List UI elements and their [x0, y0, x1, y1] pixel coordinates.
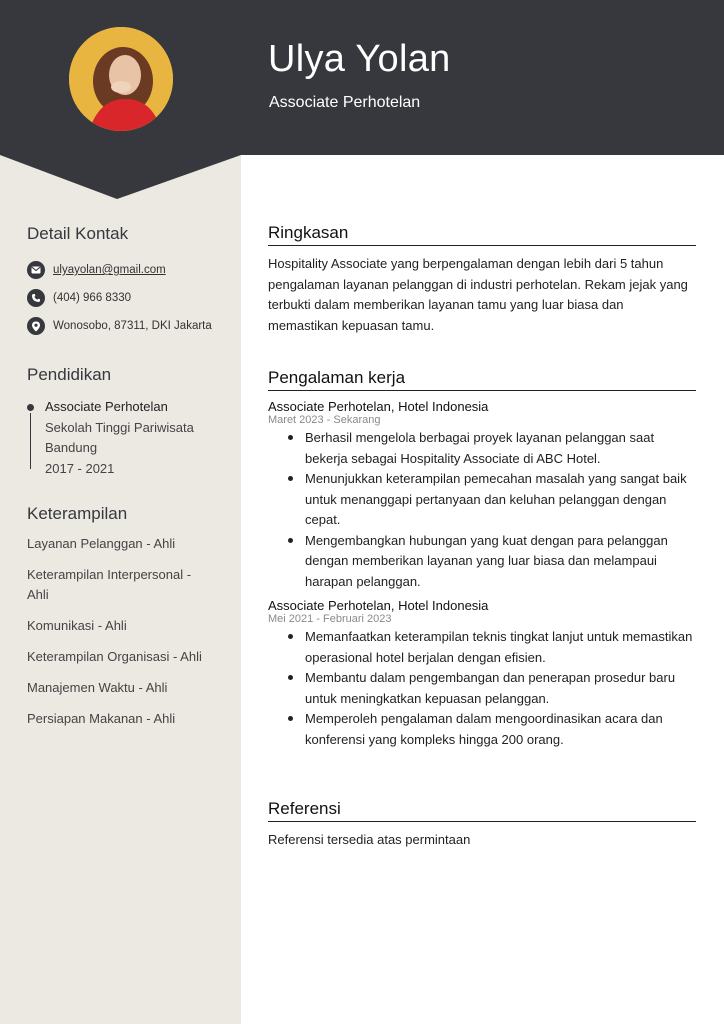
email-icon — [27, 261, 45, 279]
education-title: Pendidikan — [27, 365, 112, 384]
contact-address-row — [27, 312, 227, 340]
contact-title: Detail Kontak — [27, 224, 129, 243]
candidate-role: Associate Perhotelan — [269, 94, 421, 111]
skill-item: Manajemen Waktu - Ahli — [27, 680, 168, 695]
job-bullet: Menunjukkan keterampilan pemecahan masalah yang sangat baik untuk menanggapi pertanyaan dan keluhan pelanggan dengan cepat. — [305, 469, 696, 531]
phone-icon — [27, 289, 45, 307]
location-pin-icon — [27, 317, 45, 335]
job-bullet: Berhasil mengelola berbagai proyek layanan pelanggan saat bekerja sebagai Hospitality Associate di ABC Hotel. — [305, 428, 696, 469]
timeline-line — [30, 413, 31, 469]
profile-photo — [69, 27, 173, 131]
chevron-decoration — [0, 154, 241, 200]
skill-item: Persiapan Makanan - Ahli — [27, 711, 176, 726]
job-title: Associate Perhotelan, Hotel Indonesia — [268, 399, 489, 414]
email-link[interactable]: ulyayolan@gmail.com — [53, 264, 166, 276]
job-title: Associate Perhotelan, Hotel Indonesia — [268, 598, 489, 613]
skills-title: Keterampilan — [27, 504, 128, 523]
experience-section — [268, 368, 696, 750]
skill-item: Layanan Pelanggan - Ahli — [27, 536, 176, 551]
skill-item: Komunikasi - Ahli — [27, 618, 127, 633]
candidate-name: Ulya Yolan — [268, 38, 451, 80]
education-section — [27, 365, 227, 479]
job-bullet: Memanfaatkan keterampilan teknis tingkat lanjut untuk memastikan operasional hotel berjalan dengan efisien. — [305, 627, 696, 668]
education-entry — [27, 397, 227, 479]
job-bullet: Mengembangkan hubungan yang kuat dengan para pelanggan dengan memberikan layanan yang luar biasa dan melampaui harapan pelanggan. — [305, 531, 696, 593]
job-bullet: Memperoleh pengalaman dalam mengoordinasikan acara dan konferensi yang kompleks hingga 200 orang. — [305, 709, 696, 750]
skill-item: Keterampilan Organisasi - Ahli — [27, 649, 202, 664]
summary-title: Ringkasan — [268, 223, 696, 246]
job-bullets — [268, 627, 696, 750]
education-school-line2: Bandung — [45, 440, 98, 455]
contact-section — [27, 224, 227, 340]
education-degree: Associate Perhotelan — [45, 399, 168, 414]
job-date: Mei 2021 - Februari 2023 — [268, 613, 392, 625]
job-bullet: Membantu dalam pengembangan dan penerapan prosedur baru untuk meningkatkan kepuasan pelanggan. — [305, 668, 696, 709]
skill-item: Keterampilan Interpersonal - Ahli — [27, 567, 192, 602]
summary-section — [268, 223, 696, 336]
timeline-dot — [27, 404, 34, 411]
contact-email-row — [27, 256, 227, 284]
phone-number: (404) 966 8330 — [53, 292, 132, 304]
references-section — [268, 799, 696, 851]
references-text: Referensi tersedia atas permintaan — [268, 832, 471, 847]
education-school-line1: Sekolah Tinggi Pariwisata — [45, 419, 194, 435]
education-years: 2017 - 2021 — [45, 460, 115, 476]
experience-title: Pengalaman kerja — [268, 368, 696, 391]
address-text: Wonosobo, 87311, DKI Jakarta — [53, 320, 212, 332]
skills-section — [27, 504, 212, 740]
summary-text: Hospitality Associate yang berpengalaman dengan lebih dari 5 tahun pengalaman layanan pelanggan di industri perhotelan. Rekam jejak yang terbukti dalam memberikan layanan tamu yang luar biasa dan memastikan kepuasan tamu. — [268, 256, 688, 333]
references-title: Referensi — [268, 799, 696, 822]
job-date: Maret 2023 - Sekarang — [268, 414, 381, 426]
job-bullets — [268, 428, 696, 592]
contact-phone-row — [27, 284, 227, 312]
